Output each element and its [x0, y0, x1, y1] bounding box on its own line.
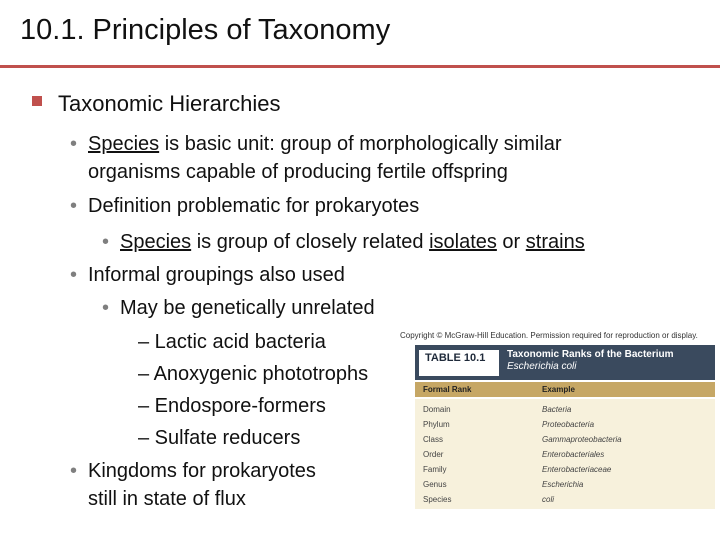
dash-item: – Lactic acid bacteria	[138, 331, 326, 353]
bullet-dot-icon: •	[70, 133, 78, 155]
column-header-example: Example	[542, 385, 575, 394]
sub-species-mid: is group of closely related	[191, 231, 430, 253]
column-header-rank: Formal Rank	[423, 385, 472, 394]
bullet-dot-icon: •	[102, 297, 110, 319]
rank-cell: Species	[423, 495, 452, 504]
table-row	[415, 493, 715, 506]
bullet-dot-icon: •	[70, 195, 78, 217]
rank-cell: Genus	[423, 480, 447, 489]
dash-item: – Anoxygenic phototrophs	[138, 363, 369, 385]
strains-term: strains	[525, 231, 585, 253]
table-column-headers	[415, 382, 715, 397]
species-definition: is basic unit: group of morphologically similar	[159, 133, 562, 155]
table-row	[415, 418, 715, 431]
kingdoms-text: Kingdoms for prokaryotes	[88, 460, 316, 482]
rank-cell: Domain	[423, 405, 451, 414]
example-cell: Enterobacteriaceae	[542, 465, 612, 474]
table-header	[415, 345, 715, 380]
table-title-species: Escherichia coli	[507, 361, 577, 372]
isolates-term: isolates	[429, 231, 497, 253]
table-body	[415, 399, 715, 509]
table-row	[415, 463, 715, 476]
bullet-dot-icon: •	[70, 264, 78, 286]
species-definition-cont: organisms capable of producing fertile offspring	[88, 161, 508, 183]
table-row	[415, 448, 715, 461]
rank-cell: Phylum	[423, 420, 450, 429]
title-divider	[0, 65, 720, 68]
rank-cell: Family	[423, 465, 447, 474]
example-cell: Bacteria	[542, 405, 572, 414]
table-row	[415, 433, 715, 446]
dash-item: – Sulfate reducers	[138, 427, 301, 449]
informal-text: Informal groupings also used	[88, 264, 345, 286]
unrelated-text: May be genetically unrelated	[120, 297, 375, 319]
definition-text: Definition problematic for prokaryotes	[88, 195, 420, 217]
copyright-notice: Copyright © McGraw-Hill Education. Permission required for reproduction or display.	[400, 331, 698, 340]
rank-cell: Order	[423, 450, 444, 459]
table-number: TABLE 10.1	[419, 350, 499, 376]
heading-text: Taxonomic Hierarchies	[58, 91, 281, 116]
example-cell: Enterobacteriales	[542, 450, 605, 459]
table-row	[415, 403, 715, 416]
example-cell: Gammaproteobacteria	[542, 435, 622, 444]
example-cell: Escherichia	[542, 480, 584, 489]
slide-title: 10.1. Principles of Taxonomy	[20, 14, 391, 46]
dash-item: – Endospore-formers	[138, 395, 326, 417]
table-title	[507, 349, 674, 373]
sub-species-term: Species	[120, 231, 192, 253]
bullet-dot-icon: •	[70, 460, 78, 482]
or-text: or	[496, 231, 526, 253]
species-term: Species	[88, 133, 160, 155]
table-row	[415, 478, 715, 491]
rank-cell: Class	[423, 435, 444, 444]
example-cell: Proteobacteria	[542, 420, 595, 429]
taxonomy-table-figure	[390, 331, 715, 511]
kingdoms-text-cont: still in state of flux	[88, 488, 246, 510]
table-title-text: Taxonomic Ranks of the Bacterium	[507, 349, 674, 360]
bullet-dot-icon: •	[102, 231, 110, 253]
square-bullet-icon	[32, 96, 42, 106]
example-cell: coli	[542, 495, 555, 504]
